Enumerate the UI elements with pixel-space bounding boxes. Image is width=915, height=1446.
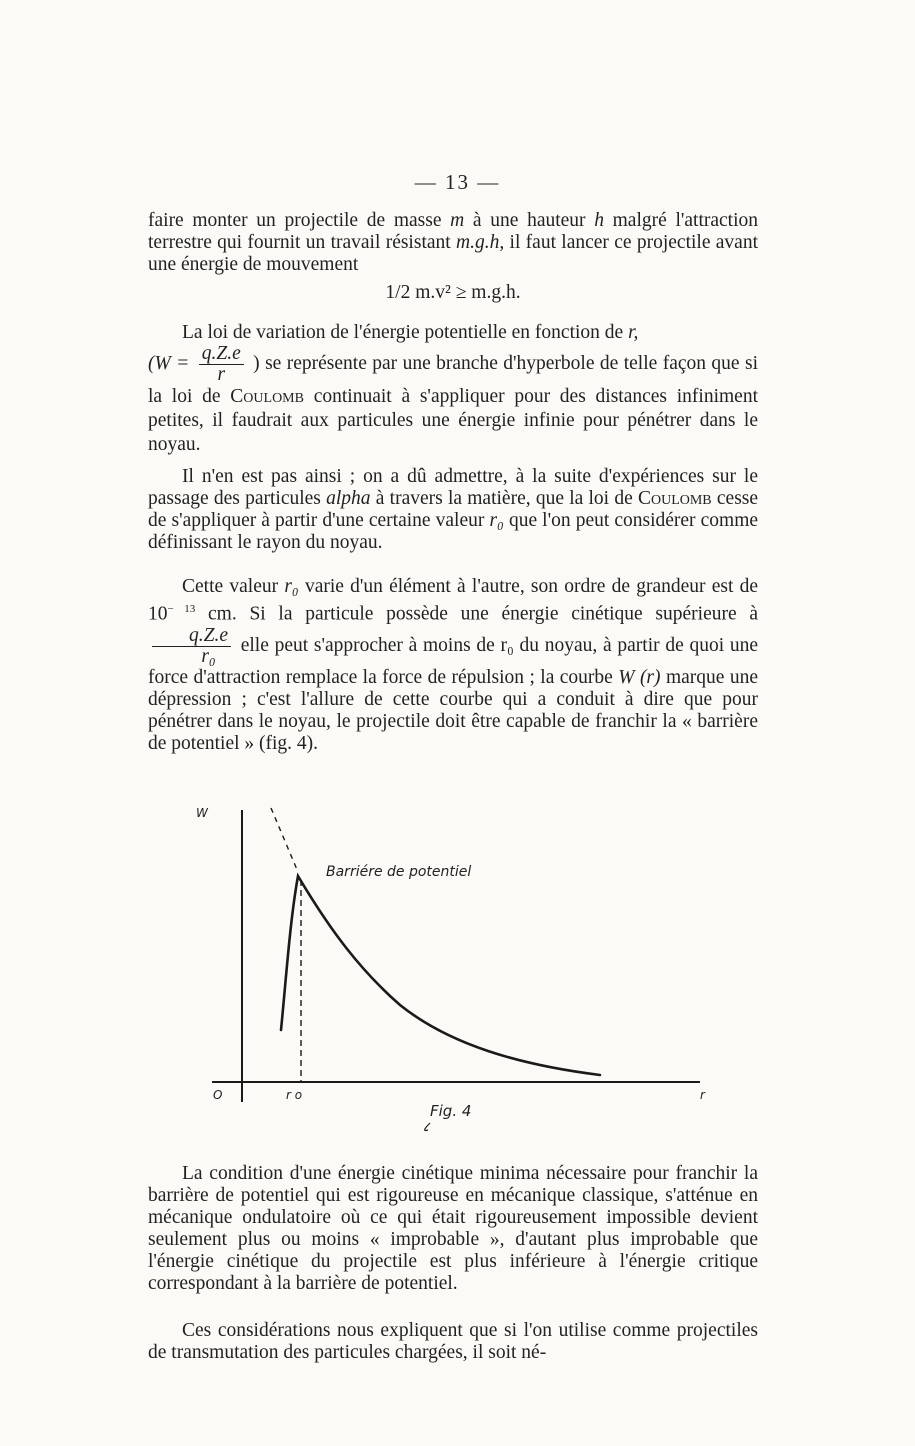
potential-rest: continuait à s'appliquer pour des distances infiniment petites, il faudrait aux particules une énergie infinie pour pénétrer dans le noyau. bbox=[148, 386, 758, 455]
alpha-end: que l'on peut considérer comme définissant le rayon du noyau. bbox=[148, 510, 759, 553]
var-mgh: m.g.h, bbox=[456, 232, 505, 253]
fraction-denominator-2: r₀ bbox=[201, 645, 216, 667]
fraction-numerator-2: q.Z.e bbox=[152, 626, 231, 647]
text-tail: il faut lancer ce projectile avant une énergie de mouvement bbox=[148, 232, 759, 275]
var-r: r, bbox=[628, 322, 639, 343]
potential-line1: La loi de variation de l'énergie potentielle en fonction de bbox=[182, 322, 624, 343]
text-mid1: à une hauteur bbox=[472, 210, 586, 231]
barrier-annotation: Barriére de potentiel bbox=[326, 864, 472, 880]
fraction-numerator: q.Z.e bbox=[199, 344, 244, 365]
page-number: — 13 — bbox=[414, 170, 501, 194]
alpha-start: Il n'en est pas ainsi ; on a dû admettre, à la suite d'expériences sur le passage des particules bbox=[148, 466, 758, 509]
formula-open: (W = bbox=[148, 352, 190, 374]
var-W: W bbox=[618, 666, 635, 688]
coulomb-dashed-branch bbox=[271, 808, 298, 872]
y-axis-label: W bbox=[196, 806, 208, 820]
coulomb-name: Coulomb bbox=[230, 386, 304, 407]
value-start: Cette valeur bbox=[182, 576, 279, 597]
alpha-mid: à travers la matière, que la loi de bbox=[375, 488, 633, 509]
var-r-paren: (r) bbox=[639, 666, 661, 688]
alpha-word: alpha bbox=[326, 488, 371, 509]
value-end: marque une dépression ; c'est l'allure de cette courbe qui a conduit à dire que pour pénétrer dans le noyau, le projectile doit être capable de franchir la « barrière de potentiel » (fig. 4). bbox=[148, 666, 758, 754]
text-mid2: malgré l'attraction terrestre qui fournit un travail résistant bbox=[148, 210, 759, 253]
var-m: m bbox=[450, 210, 465, 231]
value-after-frac: elle peut s'approcher à moins de r₀ du noyau, à partir de quoi une force d'attraction remplace la force de répulsion ; la courbe bbox=[148, 634, 758, 688]
potential-curve bbox=[281, 876, 600, 1075]
figure-caption: Fig. 4 bbox=[430, 1102, 472, 1120]
r0-label: r o bbox=[286, 1088, 303, 1102]
last-paragraph: Ces considérations nous expliquent que si l'on utilise comme projectiles de transmutation des particules chargées, il soit né- bbox=[148, 1320, 758, 1363]
fraction-denominator: r bbox=[217, 364, 226, 385]
var-r0: r₀ bbox=[489, 510, 504, 531]
formula-close: ) bbox=[253, 352, 260, 374]
var-r0-2: r₀ bbox=[284, 576, 299, 597]
text-lead: faire monter un projectile de masse bbox=[148, 210, 442, 231]
var-h: h bbox=[594, 210, 604, 231]
value-mid: varie d'un élément à l'autre, son ordre de grandeur est de 10 bbox=[148, 576, 759, 625]
x-axis-label: r bbox=[700, 1088, 705, 1102]
origin-label: O bbox=[213, 1088, 223, 1102]
value-exponent: − 13 bbox=[167, 603, 196, 615]
potential-after-formula: se représente par une branche d'hyperbole de telle façon que si la loi de bbox=[148, 352, 759, 407]
value-unit: cm. Si la particule possède une énergie cinétique supérieure à bbox=[208, 603, 758, 625]
caption-flourish bbox=[425, 1123, 430, 1131]
coulomb-name-2: Coulomb bbox=[637, 488, 712, 509]
condition-paragraph: La condition d'une énergie cinétique minima nécessaire pour franchir la barrière de potentiel qui est rigoureuse en mécanique classique, s'atténue en mécanique ondulatoire où ce qui était rigoureusement impossible devient seulement plus ou moins « improbable », d'autant plus improbable que l'énergie cinétique du projectile est plus inférieure à l'énergie critique correspondant à la barrière de potentiel. bbox=[148, 1163, 758, 1294]
alpha-mid2: cesse de s'appliquer à partir d'une certaine valeur bbox=[148, 488, 759, 531]
energy-formula: 1/2 m.v² ≥ m.g.h. bbox=[385, 282, 521, 303]
